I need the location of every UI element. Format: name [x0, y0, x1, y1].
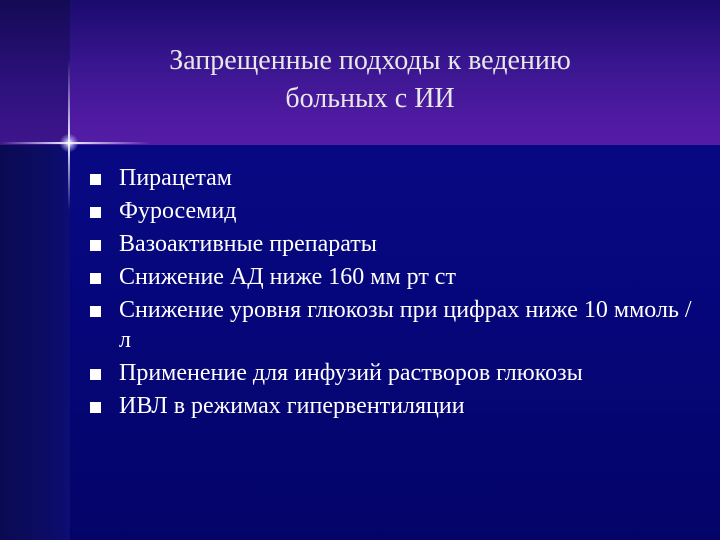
bullet-text: Снижение уровня глюкозы при цифрах ниже 10 ммоль / л [119, 297, 692, 353]
square-bullet-icon [90, 174, 101, 185]
square-bullet-icon [90, 306, 101, 317]
square-bullet-icon [90, 240, 101, 251]
square-bullet-icon [90, 273, 101, 284]
bullet-item [88, 391, 698, 421]
bullet-list [88, 163, 698, 424]
bullet-item [88, 358, 698, 388]
bullet-text: Снижение АД ниже 160 мм рт ст [119, 264, 456, 290]
bullet-text: Применение для инфузий растворов глюкозы [119, 360, 583, 386]
header-left-shade [0, 0, 70, 145]
square-bullet-icon [90, 369, 101, 380]
square-bullet-icon [90, 402, 101, 413]
bullet-item [88, 163, 698, 193]
bullet-text: Фуросемид [119, 198, 237, 224]
slide-title [90, 42, 650, 118]
bullet-item [88, 196, 698, 226]
bullet-text: Вазоактивные препараты [119, 231, 377, 257]
sparkle-glow [60, 134, 78, 152]
bullet-item [88, 262, 698, 292]
slide-title-line-2: больных с ИИ [285, 83, 455, 114]
bullet-item [88, 229, 698, 259]
bullet-text: Пирацетам [119, 165, 232, 191]
bullet-text: ИВЛ в режимах гипервентиляции [119, 393, 465, 419]
slide-title-line-1: Запрещенные подходы к ведению [169, 45, 571, 76]
bullet-item [88, 295, 698, 355]
square-bullet-icon [90, 207, 101, 218]
